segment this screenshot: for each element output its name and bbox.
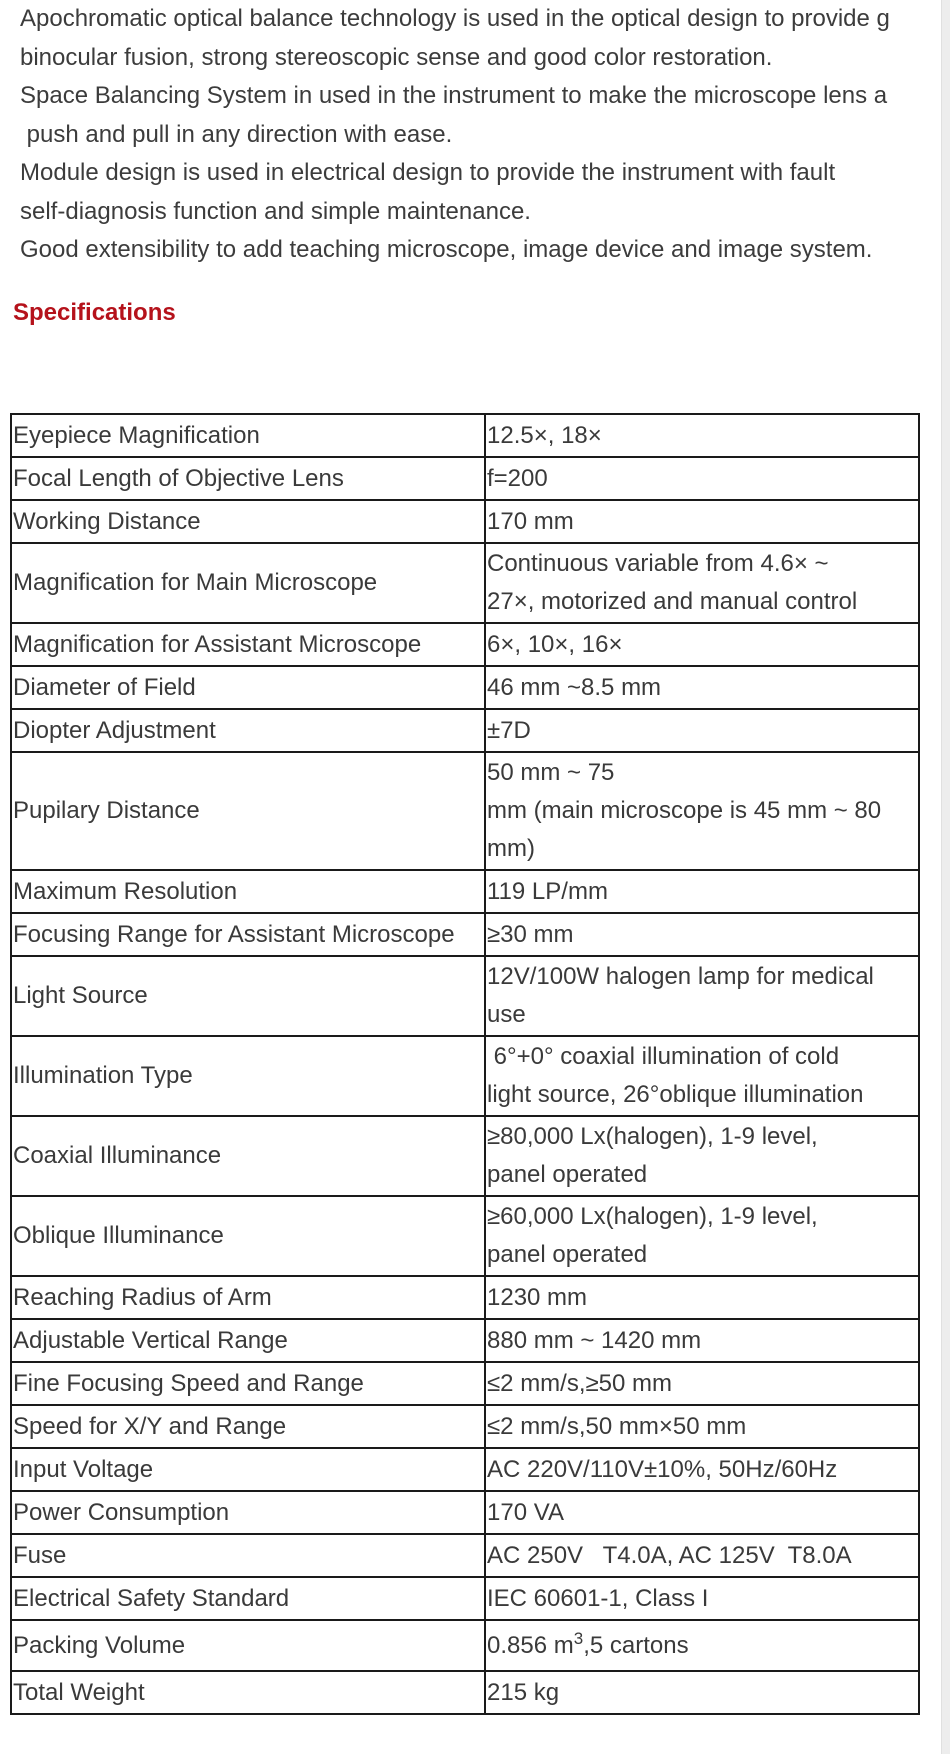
packing-volume-suffix: ,5 cartons bbox=[583, 1631, 689, 1659]
spec-label: Input Voltage bbox=[11, 1448, 485, 1491]
table-row bbox=[11, 457, 919, 500]
specifications-table bbox=[10, 413, 920, 1715]
table-row bbox=[11, 1362, 919, 1405]
table-row bbox=[11, 500, 919, 543]
table-row bbox=[11, 1116, 919, 1196]
table-row bbox=[11, 870, 919, 913]
spec-value: 880 mm ~ 1420 mm bbox=[485, 1319, 919, 1362]
spec-label: Working Distance bbox=[11, 500, 485, 543]
spec-value: ≥60,000 Lx(halogen), 1-9 level, panel operated bbox=[485, 1196, 919, 1276]
spec-value: 1230 mm bbox=[485, 1276, 919, 1319]
spec-value: AC 220V/110V±10%, 50Hz/60Hz bbox=[485, 1448, 919, 1491]
spec-label: Fine Focusing Speed and Range bbox=[11, 1362, 485, 1405]
spec-label: Diameter of Field bbox=[11, 666, 485, 709]
intro-line: Module design is used in electrical design to provide the instrument with fault bbox=[20, 159, 836, 186]
spec-label: Focusing Range for Assistant Microscope bbox=[11, 913, 485, 956]
table-row bbox=[11, 1036, 919, 1116]
table-row bbox=[11, 1405, 919, 1448]
spec-value: ≤2 mm/s,≥50 mm bbox=[485, 1362, 919, 1405]
spec-value: 170 VA bbox=[485, 1491, 919, 1534]
spec-label: Diopter Adjustment bbox=[11, 709, 485, 752]
spec-value: ±7D bbox=[485, 709, 919, 752]
packing-volume-value: 0.856 m bbox=[487, 1631, 574, 1659]
spec-value: 12V/100W halogen lamp for medical use bbox=[485, 956, 919, 1036]
spec-label: Total Weight bbox=[11, 1671, 485, 1714]
intro-text bbox=[20, 0, 942, 270]
spec-label: Power Consumption bbox=[11, 1491, 485, 1534]
specifications-heading: Specifications bbox=[13, 299, 176, 326]
spec-label: Focal Length of Objective Lens bbox=[11, 457, 485, 500]
spec-value: 119 LP/mm bbox=[485, 870, 919, 913]
table-row bbox=[11, 543, 919, 623]
intro-line: Apochromatic optical balance technology is used in the optical design to provide g bbox=[20, 5, 890, 32]
spec-value: Continuous variable from 4.6× ~ 27×, motorized and manual control bbox=[485, 543, 919, 623]
table-row bbox=[11, 1448, 919, 1491]
table-row bbox=[11, 1276, 919, 1319]
spec-label: Magnification for Main Microscope bbox=[11, 543, 485, 623]
intro-line: push and pull in any direction with ease. bbox=[20, 120, 453, 148]
table-row bbox=[11, 1491, 919, 1534]
spec-label: Adjustable Vertical Range bbox=[11, 1319, 485, 1362]
spec-label: Electrical Safety Standard bbox=[11, 1577, 485, 1620]
page-right-edge bbox=[941, 0, 950, 1754]
intro-line: Space Balancing System in used in the instrument to make the microscope lens a bbox=[20, 82, 888, 109]
table-row bbox=[11, 709, 919, 752]
spec-label: Illumination Type bbox=[11, 1036, 485, 1116]
table-row bbox=[11, 1577, 919, 1620]
spec-value: IEC 60601-1, Class I bbox=[485, 1577, 919, 1620]
table-row bbox=[11, 414, 919, 457]
spec-value: AC 250V T4.0A, AC 125V T8.0A bbox=[485, 1534, 919, 1577]
spec-label: Reaching Radius of Arm bbox=[11, 1276, 485, 1319]
spec-value: 6°+0° coaxial illumination of cold light source, 26°oblique illumination bbox=[485, 1036, 919, 1116]
spec-value: ≥80,000 Lx(halogen), 1-9 level, panel operated bbox=[485, 1116, 919, 1196]
table-row bbox=[11, 1319, 919, 1362]
intro-line: binocular fusion, strong stereoscopic sense and good color restoration. bbox=[20, 43, 773, 71]
table-row bbox=[11, 956, 919, 1036]
spec-value: 50 mm ~ 75 mm (main microscope is 45 mm ~ 80 mm) bbox=[485, 752, 919, 870]
table-row bbox=[11, 913, 919, 956]
spec-value: ≥30 mm bbox=[485, 913, 919, 956]
spec-value: 6×, 10×, 16× bbox=[485, 623, 919, 666]
spec-label: Speed for X/Y and Range bbox=[11, 1405, 485, 1448]
spec-value: 170 mm bbox=[485, 500, 919, 543]
intro-line: Good extensibility to add teaching microscope, image device and image system. bbox=[20, 236, 873, 263]
table-row bbox=[11, 1196, 919, 1276]
packing-volume-exponent: 3 bbox=[573, 1628, 584, 1648]
spec-value: 215 kg bbox=[485, 1671, 919, 1714]
spec-label: Oblique Illuminance bbox=[11, 1196, 485, 1276]
spec-value: 12.5×, 18× bbox=[485, 414, 919, 457]
spec-label: Magnification for Assistant Microscope bbox=[11, 623, 485, 666]
spec-value: ≤2 mm/s,50 mm×50 mm bbox=[485, 1405, 919, 1448]
spec-value: f=200 bbox=[485, 457, 919, 500]
spec-label: Light Source bbox=[11, 956, 485, 1036]
table-row bbox=[11, 1671, 919, 1714]
table-row bbox=[11, 1620, 919, 1671]
table-row bbox=[11, 666, 919, 709]
spec-label: Coaxial Illuminance bbox=[11, 1116, 485, 1196]
table-row bbox=[11, 752, 919, 870]
table-row bbox=[11, 623, 919, 666]
spec-value: 46 mm ~8.5 mm bbox=[485, 666, 919, 709]
spec-value bbox=[485, 1620, 919, 1671]
spec-label: Fuse bbox=[11, 1534, 485, 1577]
spec-label: Pupilary Distance bbox=[11, 752, 485, 870]
table-row bbox=[11, 1534, 919, 1577]
spec-label: Eyepiece Magnification bbox=[11, 414, 485, 457]
spec-label: Packing Volume bbox=[11, 1620, 485, 1671]
spec-label: Maximum Resolution bbox=[11, 870, 485, 913]
intro-line: self-diagnosis function and simple maintenance. bbox=[20, 197, 531, 225]
